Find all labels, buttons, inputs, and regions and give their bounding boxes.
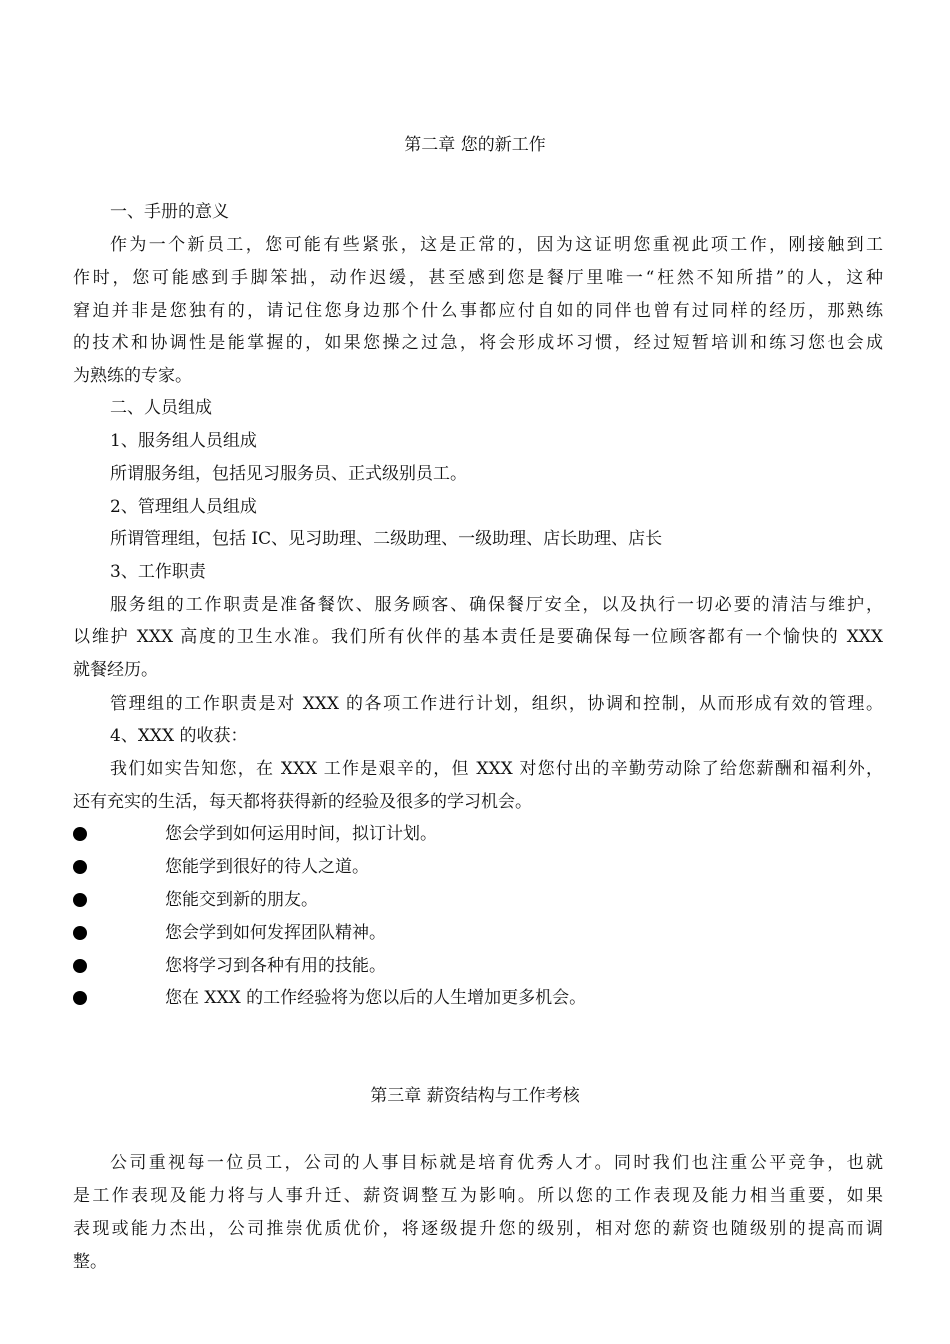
paragraph-line: 为熟练的专家。: [73, 366, 192, 386]
list-item: 您在 XXX 的工作经验将为您以后的人生增加更多机会。: [165, 988, 587, 1008]
paragraph-line: 以维护 XXX 高度的卫生水准。我们所有伙伴的基本责任是要确保每一位顾客都有一个愉快的 XXX: [73, 627, 883, 647]
paragraph-line: 我们如实告知您，在 XXX 工作是艰辛的，但 XXX 对您付出的辛勤劳动除了给您薪酬和福利外，: [110, 759, 883, 779]
bullet-icon: [73, 827, 87, 841]
list-item: 您能学到很好的待人之道。: [165, 857, 369, 877]
list-item: 您能交到新的朋友。: [165, 890, 318, 910]
paragraph-line: 还有充实的生活，每天都将获得新的经验及很多的学习机会。: [73, 792, 532, 812]
bullet-icon: [73, 959, 87, 973]
bullet-icon: [73, 893, 87, 907]
list-item: 您将学习到各种有用的技能。: [165, 956, 386, 976]
list-item: 您会学到如何发挥团队精神。: [165, 923, 386, 943]
subsection-2-2-heading: 2、管理组人员组成: [110, 497, 257, 517]
paragraph-line: 公司重视每一位员工，公司的人事目标就是培育优秀人才。同时我们也注重公平竞争，也就: [110, 1153, 883, 1173]
paragraph-line: 的技术和协调性是能掌握的，如果您操之过急，将会形成坏习惯，经过短暂培训和练习您也会成: [73, 333, 883, 353]
list-item: 您会学到如何运用时间，拟订计划。: [165, 824, 437, 844]
paragraph-line: 就餐经历。: [73, 660, 158, 680]
paragraph-line: 整。: [73, 1252, 107, 1272]
section-2-heading: 二、人员组成: [110, 398, 212, 418]
section-3-heading: 3、工作职责: [110, 562, 206, 582]
paragraph-line: 表现或能力杰出，公司推崇优质优价，将逐级提升您的级别，相对您的薪资也随级别的提高而调: [73, 1219, 883, 1239]
subsection-2-1-heading: 1、服务组人员组成: [110, 431, 257, 451]
subsection-2-2-text: 所谓管理组，包括 IC、见习助理、二级助理、一级助理、店长助理、店长: [110, 529, 663, 549]
bullet-icon: [73, 926, 87, 940]
section-1-heading: 一、手册的意义: [110, 202, 229, 222]
chapter-2-title: 第二章 您的新工作: [404, 135, 546, 155]
bullet-icon: [73, 860, 87, 874]
paragraph-line: 管理组的工作职责是对 XXX 的各项工作进行计划，组织，协调和控制，从而形成有效的管理。: [110, 694, 883, 714]
section-4-heading: 4、XXX 的收获：: [110, 726, 248, 746]
chapter-3-title: 第三章 薪资结构与工作考核: [370, 1086, 580, 1106]
paragraph-line: 服务组的工作职责是准备餐饮、服务顾客、确保餐厅安全，以及执行一切必要的清洁与维护，: [110, 595, 883, 615]
paragraph-line: 作时，您可能感到手脚笨拙，动作迟缓，甚至感到您是餐厅里唯一“枉然不知所措”的人，这种: [73, 268, 883, 288]
paragraph-line: 窘迫并非是您独有的，请记住您身边那个什么事都应付自如的同伴也曾有过同样的经历，那熟练: [73, 301, 883, 321]
subsection-2-1-text: 所谓服务组，包括见习服务员、正式级别员工。: [110, 464, 467, 484]
paragraph-line: 作为一个新员工，您可能有些紧张，这是正常的，因为这证明您重视此项工作，刚接触到工: [110, 235, 883, 255]
bullet-icon: [73, 991, 87, 1005]
paragraph-line: 是工作表现及能力将与人事升迁、薪资调整互为影响。所以您的工作表现及能力相当重要，如果: [73, 1186, 883, 1206]
